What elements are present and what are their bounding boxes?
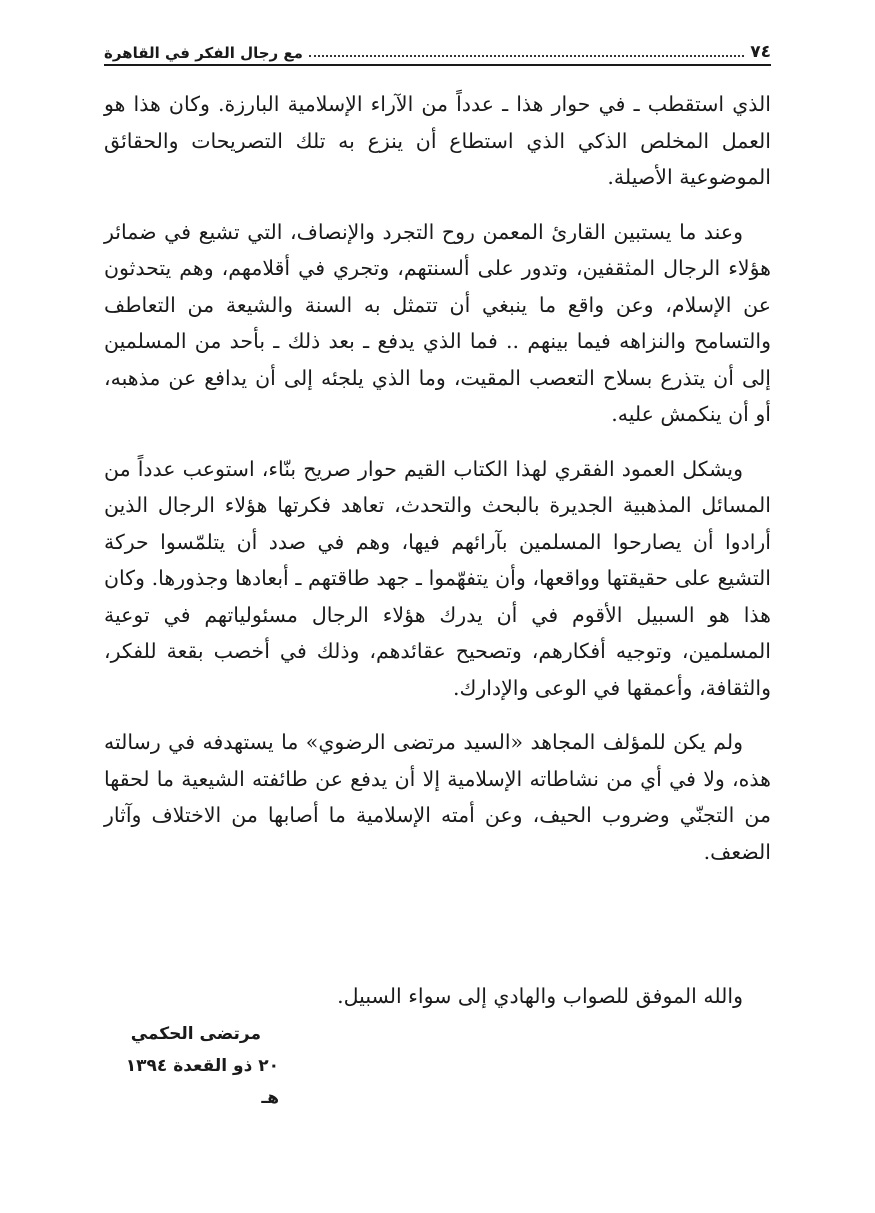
- signature-block: [104, 1018, 279, 1114]
- page-number: ٧٤: [750, 42, 771, 62]
- paragraph-3: ويشكل العمود الفقري لهذا الكتاب القيم حوار صريح بنّاء، استوعب عدداً من المسائل المذهبية الجديرة بالبحث والتحدث، تعاهد فكرتها هؤلاء الرجال الذين أرادوا أن يصارحوا المسلمين بآرائهم فيها، وهم في صدد أن يتلمّسوا حركة التشيع على حقيقتها وواقعها، وأن يتفهّموا ـ جهد طاقتهم ـ أبعادها وجذورها. وكان هذا هو السبيل الأقوم في أن يدرك هؤلاء الرجال مسئولياتهم في توعية المسلمين، وتوجيه أفكارهم، وتصحيح عقائدهم، وذلك في أخصب بقعة للفكر، والثقافة، وأعمقها في الوعى والإدارك.: [104, 456, 771, 700]
- closing-line: والله الموفق للصواب والهادي إلى سواء السبيل.: [337, 984, 743, 1008]
- paragraph-2: وعند ما يستبين القارئ المعمن روح التجرد والإنصاف، التي تشيع في ضمائر هؤلاء الرجال المثقفين، وتدور على ألسنتهم، وتجري في أقلامهم، وهم يتحدثون عن الإسلام، وعن واقع ما ينبغي أن تتمثل به السنة والشيعة من التعاطف والتسامح والنزاهه فيما بينهم .. فما الذي يدفع ـ بعد ذلك ـ بأحد من المسلمين إلى أن يتذرع بسلاح التعصب المقيت، وما الذي يلجئه إلى أن يدافع عن مذهبه، أو أن ينكمش عليه.: [104, 219, 771, 426]
- paragraph-4: ولم يكن للمؤلف المجاهد «السيد مرتضى الرضوي» ما يستهدفه في رسالته هذه، ولا في أي من نشاطاته الإسلامية إلا أن يدفع عن طائفته الشيعية ما لحقها من التجنّي وضروب الحيف، وعن أمته الإسلامية ما أصابها من الاختلاف وآثار الضعف.: [104, 730, 771, 864]
- header-dot-leader: [309, 55, 744, 57]
- running-title: مع رجال الفكر في القاهرة: [104, 44, 303, 62]
- page-header: [104, 32, 771, 66]
- paragraph-1: الذي استقطب ـ في حوار هذا ـ عدداً من الآراء الإسلامية البارزة. وكان هذا هو العمل المخلص الذكي الذي استطاع أن ينزع به تلك التصريحات والحقائق الموضوعية الأصيلة.: [104, 92, 771, 189]
- signature-name: مرتضى الحكمي: [130, 1024, 261, 1044]
- body-text: [104, 86, 771, 888]
- signature-date: ٢٠ ذو القعدة ١٣٩٤ هـ: [125, 1056, 279, 1108]
